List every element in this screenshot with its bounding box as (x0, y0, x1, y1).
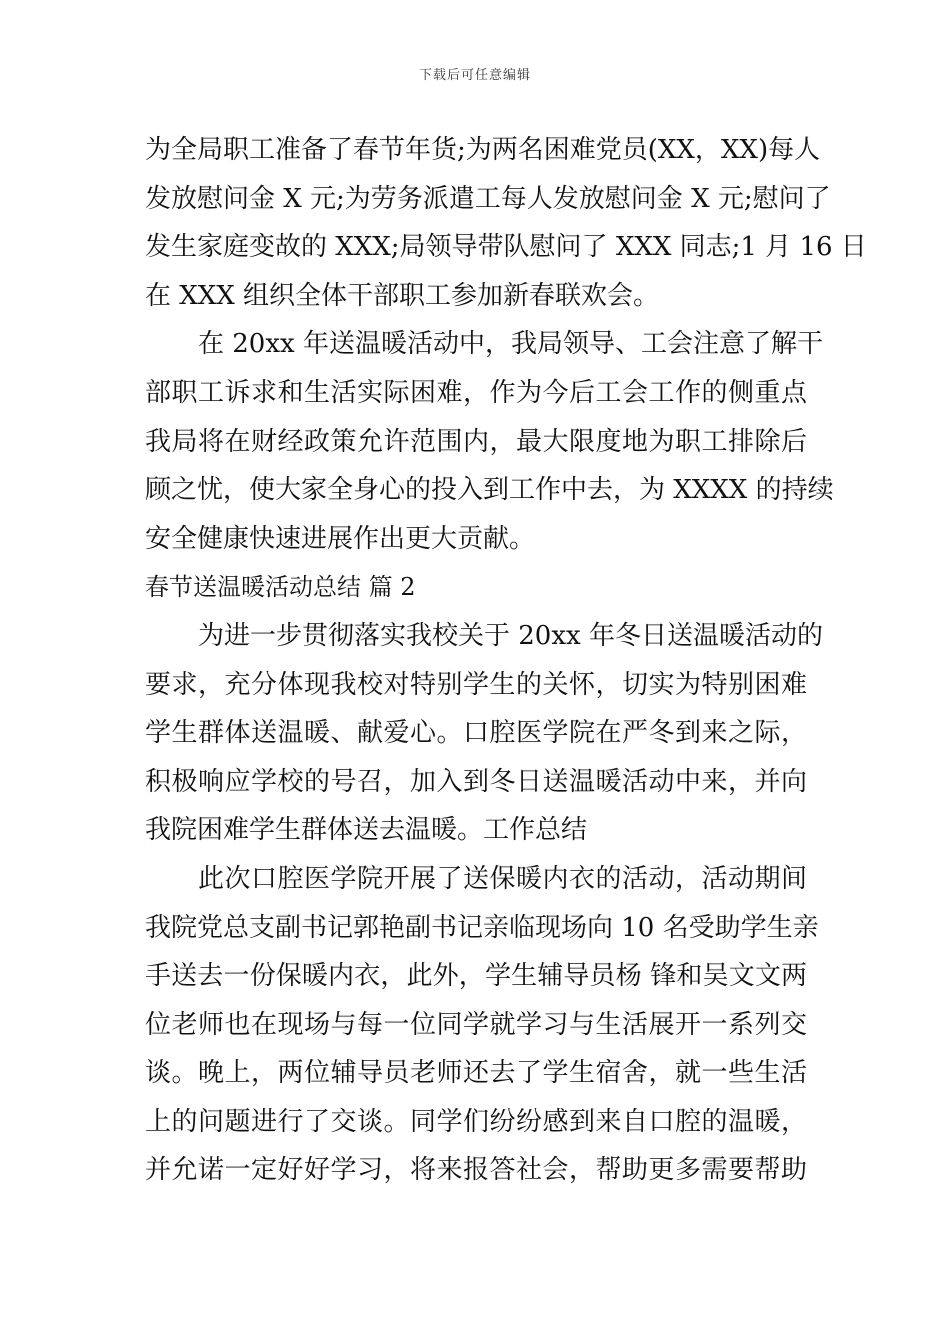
paragraph-first-line: 为进一步贯彻落实我校关于 20xx 年冬日送温暖活动的 (198, 620, 823, 651)
document-body (145, 126, 867, 1195)
text-line: 积极响应学校的号召，加入到冬日送温暖活动中来，并向 (145, 766, 807, 797)
text-line: 我院困难学生群体送去温暖。工作总结 (145, 815, 588, 846)
paragraph-first-line: 此次口腔医学院开展了送保暖内衣的活动，活动期间 (198, 863, 807, 894)
section-heading: 春节送温暖活动总结 篇 2 (145, 573, 416, 602)
text-line: 安全健康快速进展作出更大贡献。 (145, 523, 536, 554)
text-line: 部职工诉求和生活实际困难，作为今后工会工作的侧重点 (145, 377, 807, 408)
text-line: 位老师也在现场与每一位同学就学习与生活展开一系列交 (145, 1009, 807, 1040)
text-line: 并允诺一定好好学习，将来报答社会，帮助更多需要帮助 (145, 1155, 807, 1186)
text-line: 发生家庭变故的 XXX;局领导带队慰问了 XXX 同志;1 月 16 日 (145, 232, 867, 263)
text-line: 学生群体送温暖、献爱心。口腔医学院在严冬到来之际， (145, 718, 807, 749)
text-line: 为全局职工准备了春节年货;为两名困难党员(XX，XX)每人 (145, 135, 821, 165)
text-line: 要求，充分体现我校对特别学生的关怀，切实为特别困难 (145, 669, 807, 700)
header-note: 下载后可任意编辑 (418, 68, 531, 83)
paragraph-first-line: 在 20xx 年送温暖活动中，我局领导、工会注意了解干 (198, 329, 823, 360)
text-line: 顾之忧，使大家全身心的投入到工作中去，为 XXXX 的持续 (145, 475, 834, 506)
text-line: 我局将在财经政策允许范围内，最大限度地为职工排除后 (145, 426, 807, 457)
text-line: 发放慰问金 X 元;为劳务派遣工每人发放慰问金 X 元;慰问了 (145, 183, 831, 214)
text-line: 手送去一份保暖内衣，此外，学生辅导员杨 锋和吴文文两 (145, 961, 807, 992)
text-line: 上的问题进行了交谈。同学们纷纷感到来自口腔的温暖， (145, 1106, 807, 1137)
text-line: 谈。晚上，两位辅导员老师还去了学生宿舍，就一些生活 (145, 1058, 807, 1089)
text-line: 在 XXX 组织全体干部职工参加新春联欢会。 (145, 280, 660, 311)
text-line: 我院党总支副书记郭艳副书记亲临现场向 10 名受助学生亲 (145, 912, 819, 943)
